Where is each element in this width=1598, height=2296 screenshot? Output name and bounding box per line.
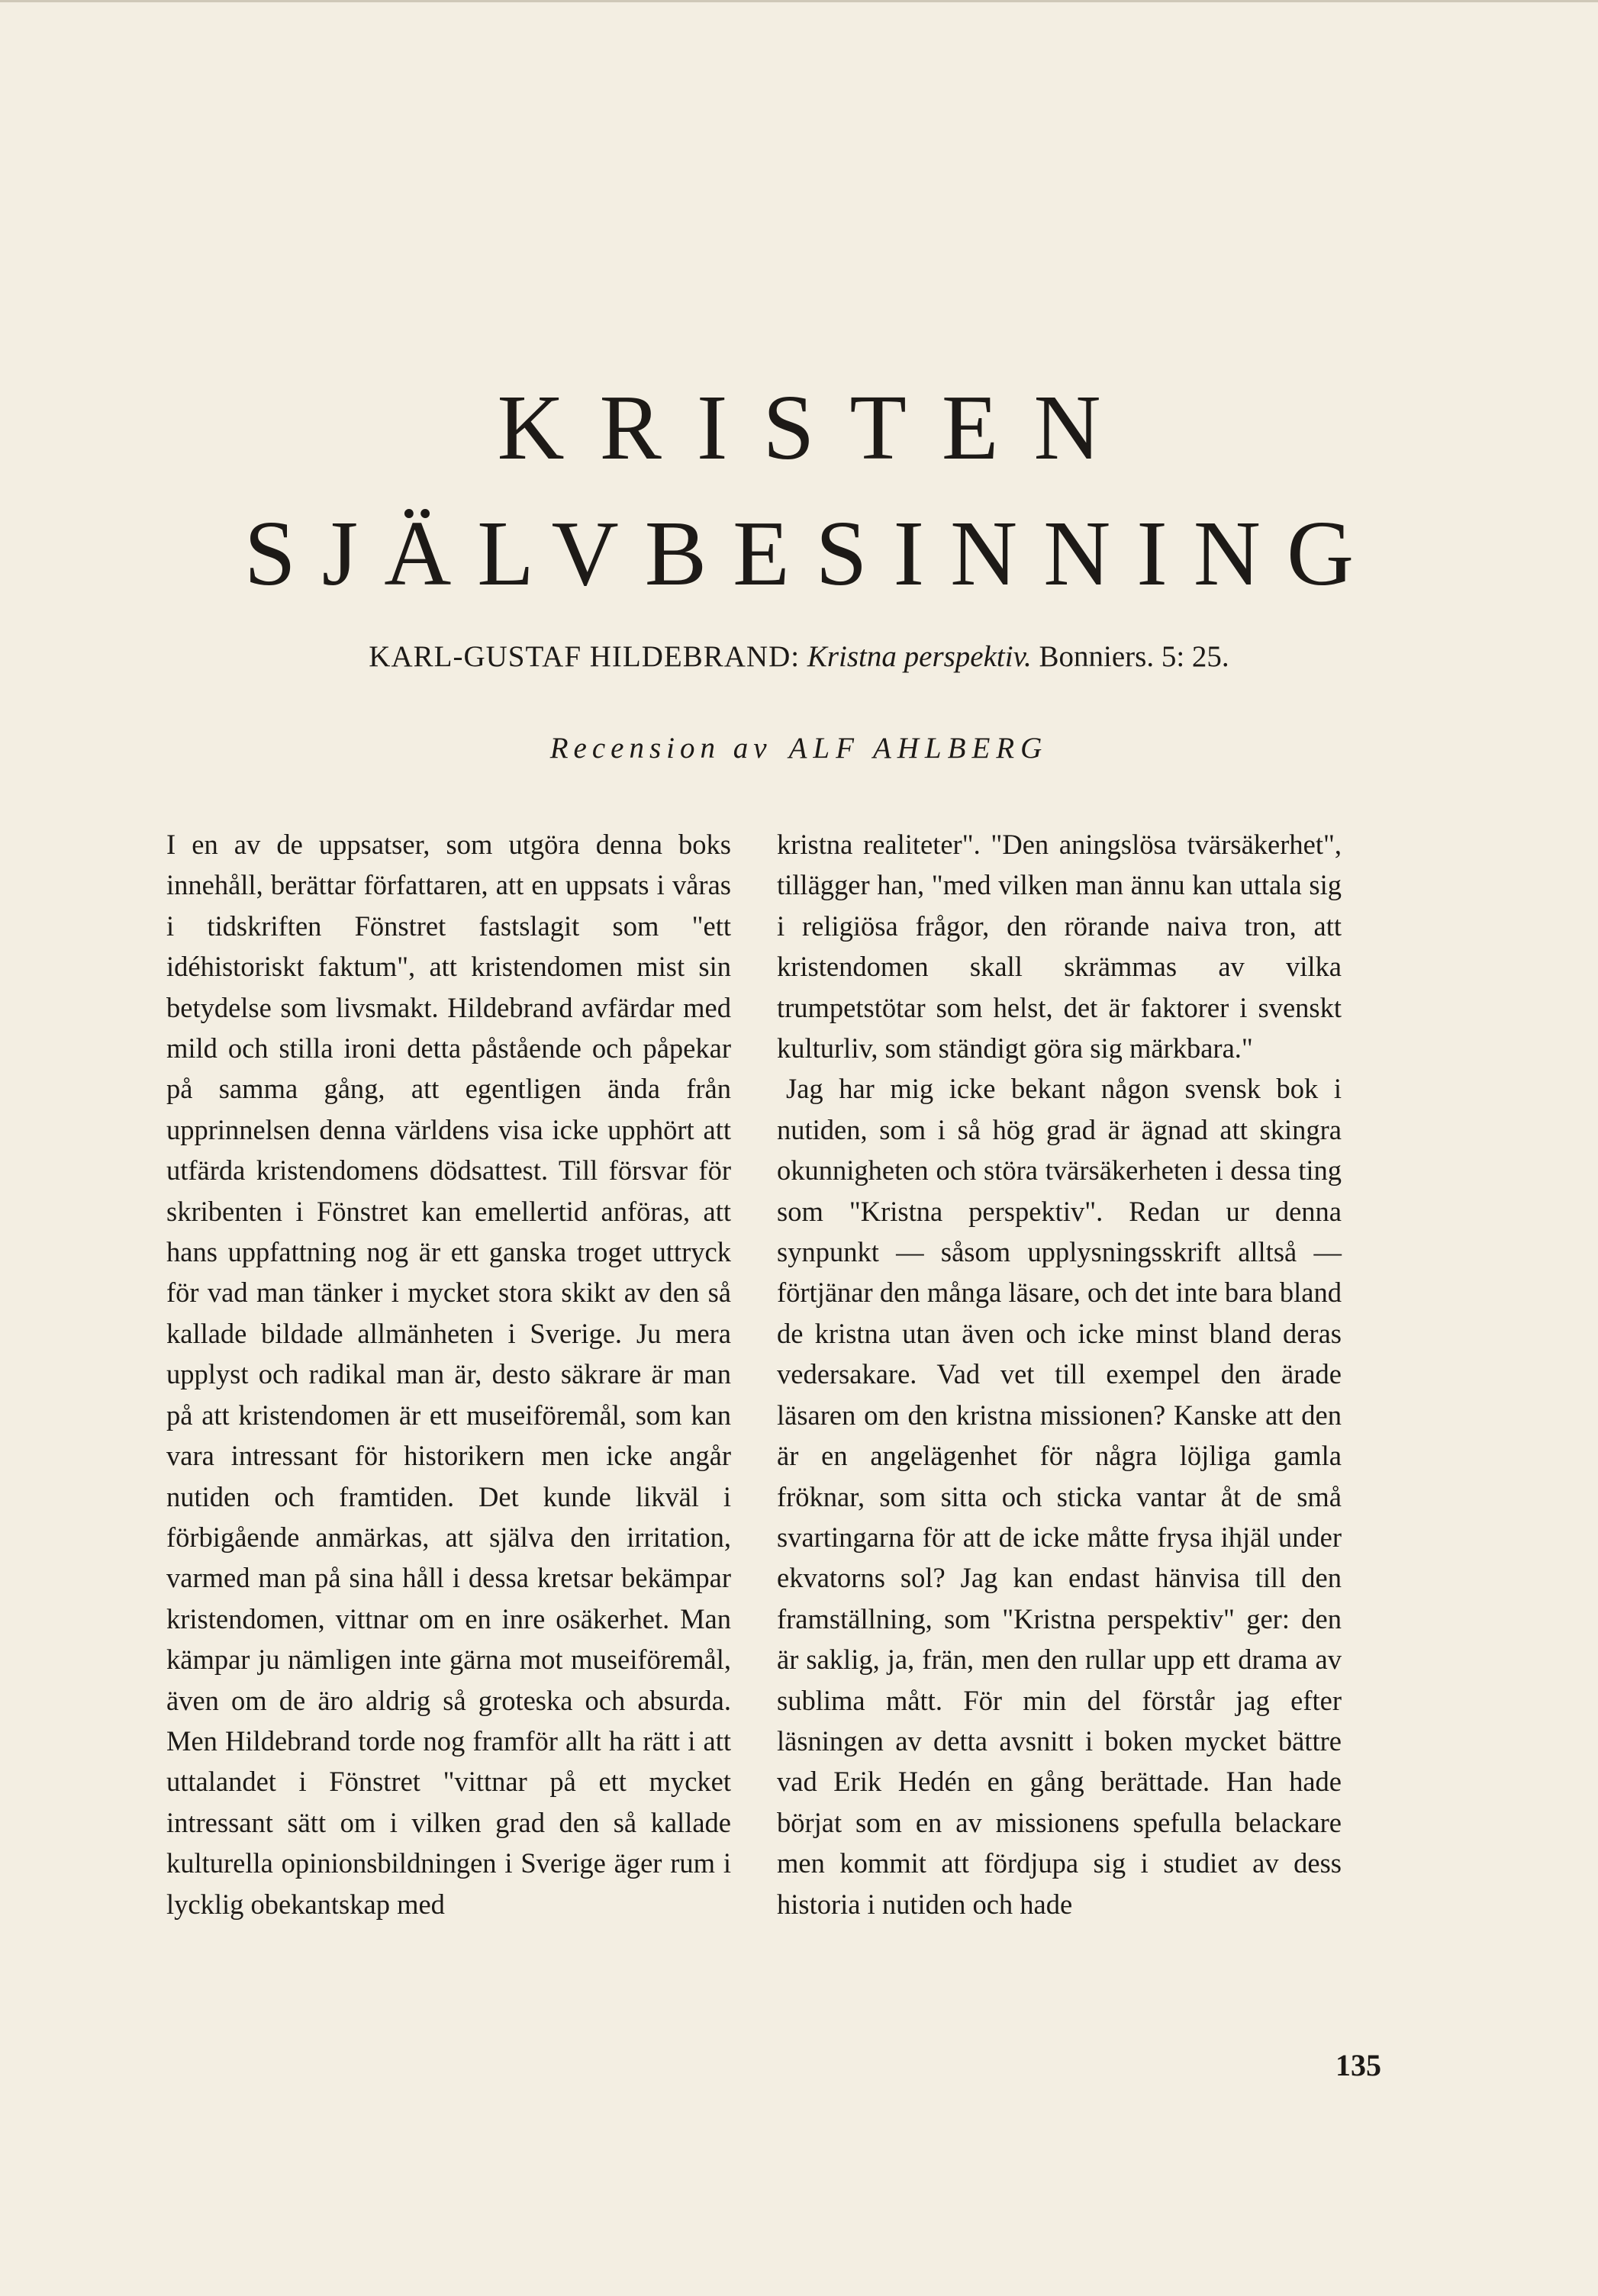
book-publisher: Bonniers. 5: 25. [1039, 640, 1229, 673]
book-reference [0, 639, 1598, 674]
paragraph: I en av de uppsatser, som utgöra denna boks innehåll, berättar författaren, att en uppsats i våras i tidskriften Fönstret fastslagit som "ett idéhistoriskt faktum", att kristendomen mist sin betydelse som livsmakt. Hildebrand avfärdar med mild och stilla ironi detta påstående och påpekar på samma gång, att egentligen ända från upprinnelsen denna världens visa icke upphört att utfärda kristendomens dödsattest. Till försvar för skribenten i Fönstret kan emellertid anföras, att hans uppfattning nog är ett ganska troget uttryck för vad man tänker i mycket stora skikt av den så kallade bildade allmänheten i Sverige. Ju mera upplyst och radikal man är, desto säkrare är man på att kristendomen är ett museiföremål, som kan vara intressant för historikern men icke angår nutiden och framtiden. Det kunde likväl i förbigående anmärkas, att själva den irritation, varmed man på sina håll i dessa kretsar bekämpar kristendomen, vittnar om en inre osäkerhet. Man kämpar ju nämligen inte gärna mot museiföremål, även om de äro aldrig så groteska och absurda. Men Hildebrand torde nog framför allt ha rätt i att uttalandet i Fönstret "vittnar på ett mycket intressant sätt om i vilken grad den så kallade kulturella opinionsbildningen i Sverige äger rum i lycklig obekantskap med [166, 829, 731, 1920]
review-label: Recension av [549, 732, 772, 765]
page-number: 135 [1335, 2048, 1381, 2082]
left-column [166, 824, 731, 1924]
book-author: KARL-GUSTAF HILDEBRAND: [369, 640, 801, 673]
paragraph: Jag har mig icke bekant någon svensk bok i nutiden, som i så hög grad är ägnad att skingra okunnigheten och störa tvärsäkerheten i dessa ting som "Kristna perspektiv". Redan ur denna synpunkt — såsom upplysningsskrift alltså — förtjänar den många läsare, och det inte bara bland de kristna utan även och icke minst bland deras vedersakare. Vad vet till exempel den ärade läsaren om den kristna missionen? Kanske att den är en angelägenhet för några löjliga gamla fröknar, som sitta och sticka vantar åt de små svartingarna för att de icke måtte frysa ihjäl under ekvatorns sol? Jag kan endast hänvisa till den framställning, som "Kristna perspektiv" ger: den är saklig, ja, frän, men den rullar upp ett drama av sublima mått. För min del förstår jag efter läsningen av detta avsnitt i boken mycket bättre vad Erik Hedén en gång berättade. Han hade börjat som en av missionens spefulla belackare men kommit att fördjupa sig i studiet av dess historia i nutiden och hade [777, 1073, 1342, 1920]
reviewer-name: ALF AHLBERG [788, 732, 1049, 765]
title-line-1: KRISTEN [497, 376, 1136, 479]
review-byline [0, 731, 1598, 765]
book-title: Kristna perspektiv. [807, 640, 1032, 673]
title-line-2: SJÄLVBESINNING [243, 502, 1381, 605]
paragraph: kristna realiteter". "Den aningslösa tvärsäkerhet", tillägger han, "med vilken man ännu kan uttala sig i religiösa frågor, den rörande naiva tron, att kristendomen skall skrämmas av vilka trumpetstötar som helst, det är faktorer i svenskt kulturliv, som ständigt göra sig märkbara." [777, 829, 1342, 1064]
right-column [777, 824, 1342, 1924]
page-edge [0, 0, 1598, 2]
